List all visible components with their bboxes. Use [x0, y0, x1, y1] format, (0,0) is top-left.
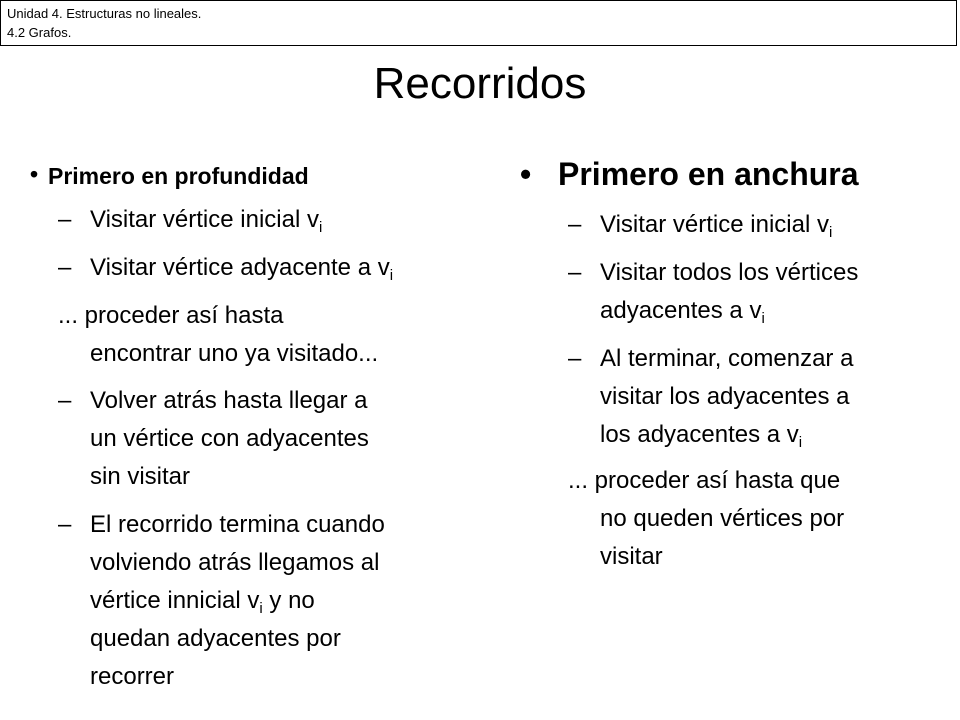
right-item-2-line1: Visitar todos los vértices	[600, 259, 859, 286]
left-item-4-line3: sin visitar	[90, 463, 191, 490]
right-item-4-line1: ... proceder así hasta que	[568, 467, 841, 494]
left-item-5-line1: El recorrido termina cuando	[90, 511, 385, 538]
dash: –	[568, 345, 582, 372]
left-heading: Primero en profundidad	[48, 163, 309, 189]
header-section: 4.2 Grafos.	[7, 25, 72, 40]
right-item-2-line2: adyacentes a $v_i$	[600, 297, 765, 327]
dash: –	[58, 387, 72, 414]
right-item-3-line1: Al terminar, comenzar a	[600, 345, 854, 372]
left-item-4-line2: un vértice con adyacentes	[90, 425, 369, 452]
bullet-dot: •	[520, 156, 532, 192]
right-heading: Primero en anchura	[558, 156, 859, 192]
right-item-3-line2: visitar los adyacentes a	[600, 383, 850, 410]
left-item-4-line1: Volver atrás hasta llegar a	[90, 387, 368, 414]
right-item-4-line3: visitar	[600, 543, 663, 570]
left-item-3-line2: encontrar uno ya visitado...	[90, 340, 379, 367]
right-column	[480, 0, 960, 720]
right-item-3-line3: los adyacentes a $v_i$	[600, 421, 803, 451]
bullet-dot: •	[30, 161, 39, 187]
slide-title: Recorridos	[373, 59, 587, 108]
left-item-3-line1: ... proceder así hasta	[58, 302, 284, 329]
dash: –	[58, 254, 72, 281]
left-item-5-line3: vértice innicial $v_i$ y no	[90, 587, 315, 617]
dash: –	[568, 211, 582, 238]
dash: –	[568, 259, 582, 286]
dash: –	[58, 206, 72, 233]
dash: –	[58, 511, 72, 538]
left-item-2: Visitar vértice adyacente a $v_i$	[90, 254, 394, 284]
left-item-5-line4: quedan adyacentes por	[90, 625, 341, 652]
left-item-5-line5: recorrer	[90, 663, 175, 690]
right-item-1: Visitar vértice inicial $v_i$	[600, 211, 833, 241]
left-item-5-line2: volviendo atrás llegamos al	[90, 549, 380, 576]
right-item-4-line2: no queden vértices por	[600, 505, 845, 532]
header-unit: Unidad 4. Estructuras no lineales.	[7, 6, 202, 21]
left-item-1: Visitar vértice inicial $v_i$	[90, 206, 323, 236]
